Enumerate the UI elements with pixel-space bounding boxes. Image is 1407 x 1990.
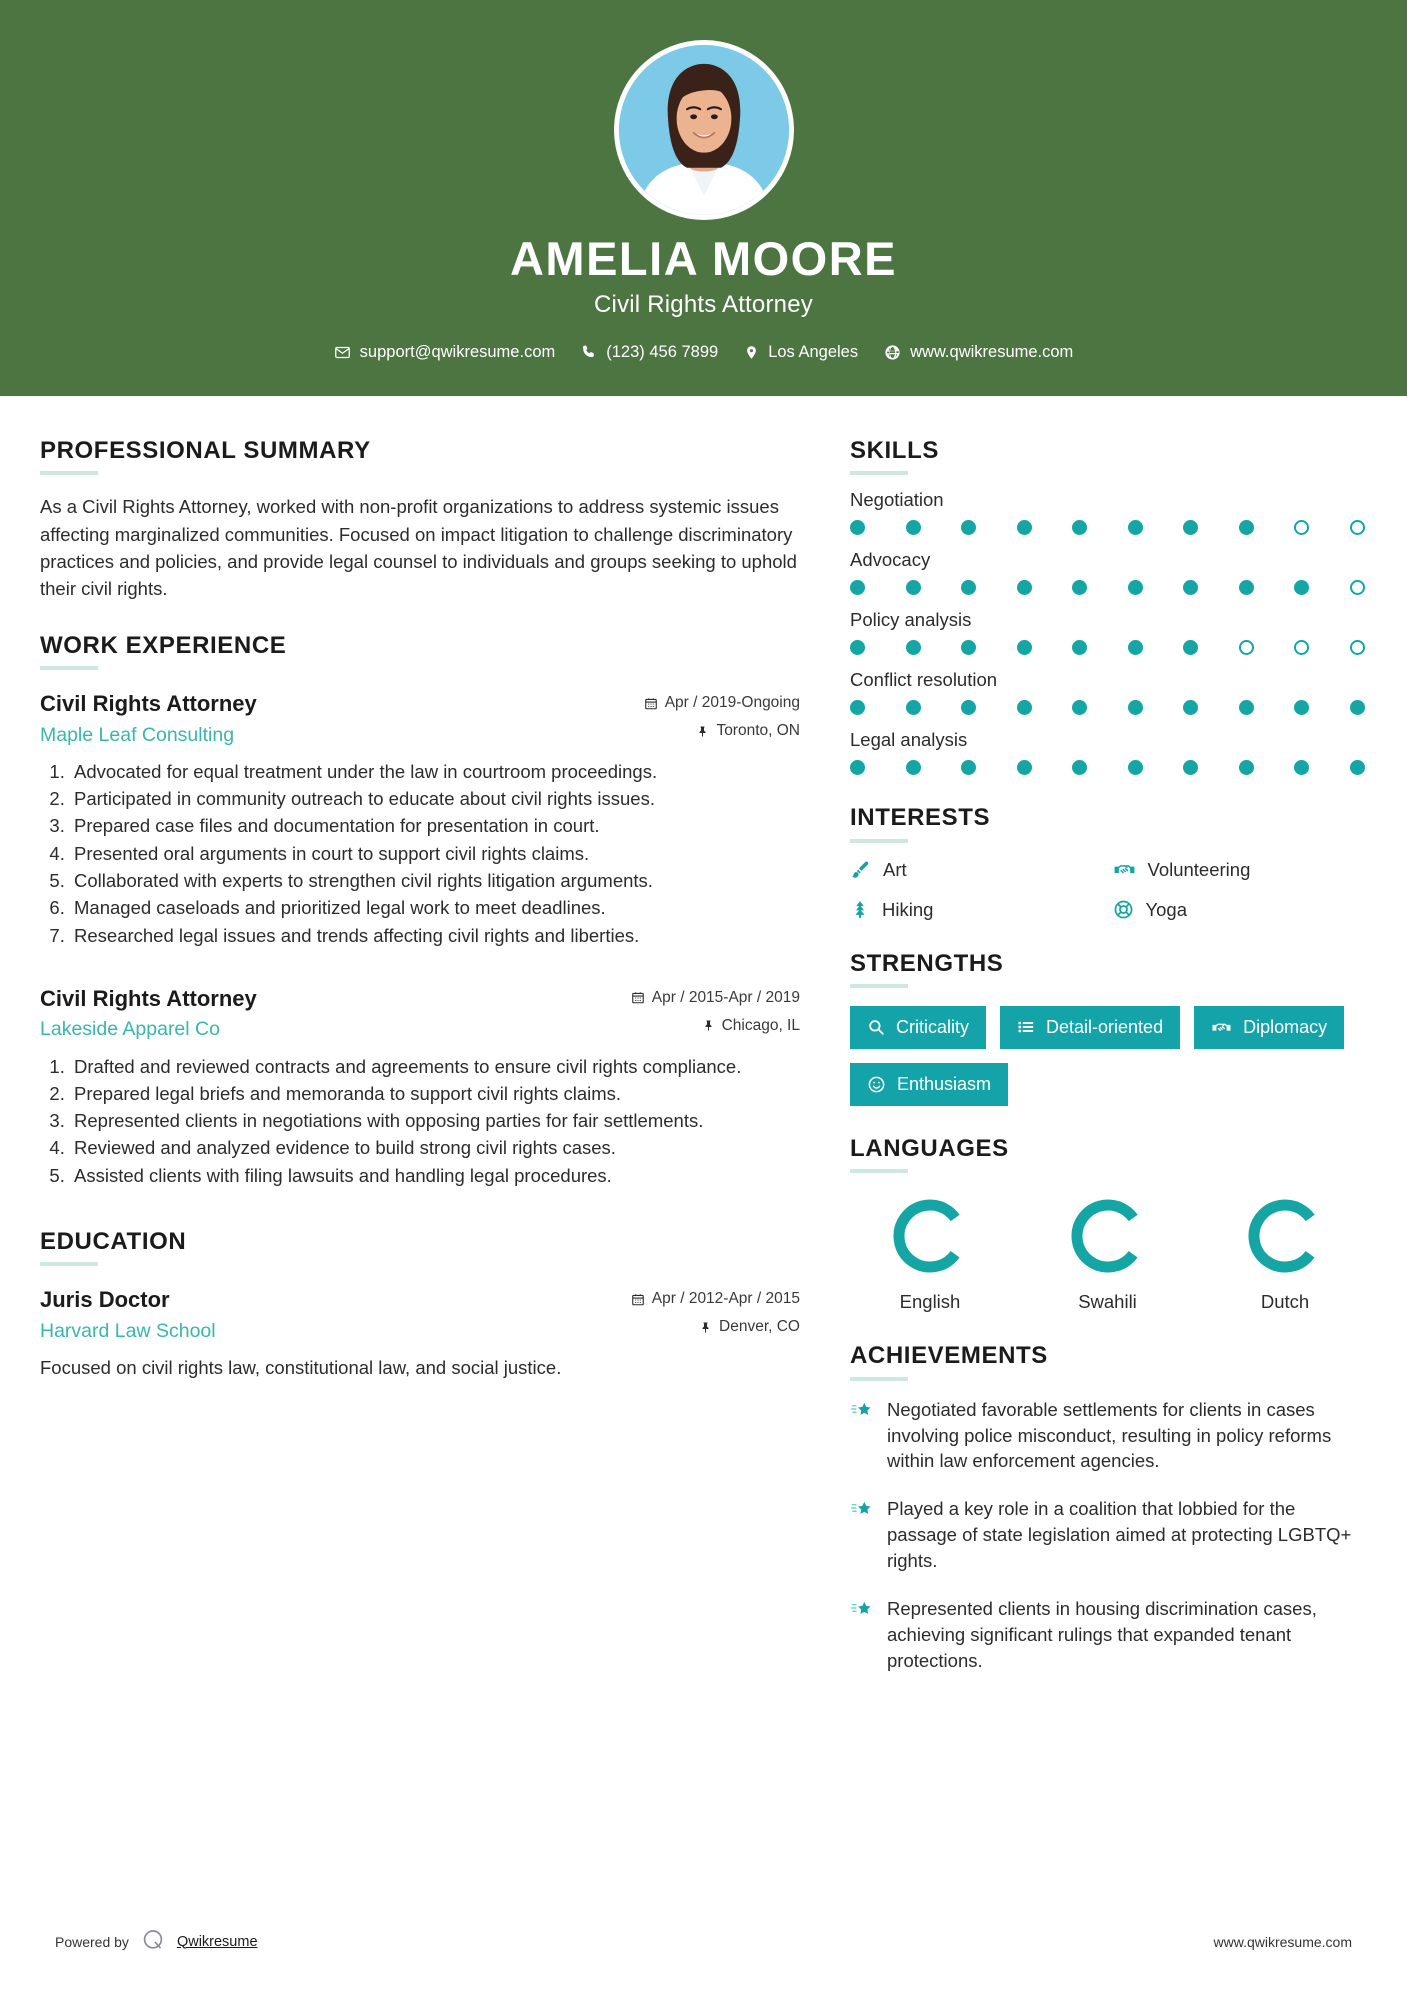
right-column: [850, 438, 1365, 1704]
interest-label: Yoga: [1145, 898, 1188, 920]
skill-dot-filled: [1128, 700, 1143, 715]
heading-rule: [850, 839, 908, 843]
work-bullets: [40, 1054, 800, 1189]
work-entry-header: [40, 985, 800, 1042]
work-entry-identity: [40, 985, 631, 1042]
summary-text: As a Civil Rights Attorney, worked with non-profit organizations to address systemic issues affecting marginalized communities. Focused on impact litigation to challenge discriminatory practices and policies, and provide legal counsel to individuals and groups seeking to uphold their civil rights.: [40, 496, 797, 600]
heading-rule: [850, 1377, 908, 1381]
skill-dot-filled: [1350, 700, 1365, 715]
education-entry-identity: [40, 1286, 631, 1343]
skill-dot-filled: [1072, 760, 1087, 775]
skill-dot-filled: [1183, 520, 1198, 535]
work-entry: [40, 690, 800, 949]
education-entry-meta: [631, 1286, 800, 1336]
strength-badge-detail-oriented: [1000, 1006, 1180, 1049]
language-progress-ring: [1242, 1193, 1328, 1279]
skill-dot-filled: [961, 760, 976, 775]
strength-label: Diplomacy: [1243, 1016, 1328, 1037]
education-heading: [40, 1229, 800, 1266]
footer: [0, 1927, 1407, 1956]
skill-dot-filled: [850, 640, 865, 655]
heading-rule: [850, 471, 908, 475]
skill-dot-filled: [1239, 520, 1254, 535]
work-heading: [40, 633, 800, 670]
qwikresume-logo-icon: [140, 1927, 166, 1956]
pushpin-icon: [703, 1018, 715, 1033]
interest-item-volunteering: [1113, 859, 1366, 881]
work-dates: [644, 694, 800, 712]
education-school: Harvard Law School: [40, 1319, 216, 1342]
summary-heading: [40, 438, 800, 475]
skill-dot-filled: [1017, 760, 1032, 775]
skill-label: Policy analysis: [850, 609, 972, 631]
work-dates: [631, 989, 800, 1007]
handshake-icon: [1113, 859, 1136, 880]
language-item: [850, 1193, 1010, 1313]
section-strengths: [850, 951, 1365, 1106]
skill-dot-filled: [1239, 700, 1254, 715]
contact-location: [744, 343, 858, 362]
calendar-icon: [631, 990, 645, 1005]
skill-dot-filled: [1350, 760, 1365, 775]
pushpin-icon: [697, 724, 709, 739]
skill-dot-filled: [1072, 700, 1087, 715]
achievements-heading-text: ACHIEVEMENTS: [850, 1342, 1048, 1370]
achievement-item: [850, 1596, 1365, 1674]
skill-label: Advocacy: [850, 549, 931, 571]
work-location-text: Toronto, ON: [716, 722, 800, 740]
header-job-title: Civil Rights Attorney: [594, 290, 813, 318]
interest-label: Art: [883, 858, 907, 880]
section-work-experience: [40, 633, 800, 1189]
pin-icon: [744, 344, 759, 361]
interests-heading: [850, 805, 1365, 842]
footer-powered-by: [55, 1927, 258, 1956]
resume-header: [0, 0, 1407, 396]
skill-dot-filled: [906, 700, 921, 715]
skill-dot-filled: [1017, 640, 1032, 655]
skill-dot-filled: [961, 700, 976, 715]
education-description: Focused on civil rights law, constitutional law, and social justice.: [40, 1357, 562, 1379]
heading-rule: [850, 984, 908, 988]
work-entry-identity: [40, 690, 644, 747]
skill-dot-filled: [961, 520, 976, 535]
skill-dot-filled: [1072, 520, 1087, 535]
work-role: Civil Rights Attorney: [40, 691, 257, 717]
skill-dot-filled: [850, 520, 865, 535]
contact-phone[interactable]: [581, 343, 718, 362]
skill-label: Negotiation: [850, 489, 944, 511]
contact-row: [0, 343, 1407, 362]
skill-dot-filled: [1183, 760, 1198, 775]
interest-label: Hiking: [882, 898, 934, 920]
skill-dot-empty: [1239, 640, 1254, 655]
skill-dot-filled: [1183, 580, 1198, 595]
education-entry: [40, 1286, 800, 1382]
work-location: [631, 1017, 800, 1035]
strengths-heading: [850, 951, 1365, 988]
achievement-text: Represented clients in housing discrimination cases, achieving significant rulings that expanded tenant protections.: [887, 1598, 1317, 1671]
language-label: English: [899, 1291, 961, 1313]
languages-row: [850, 1193, 1365, 1313]
strength-badge-diplomacy: [1194, 1006, 1344, 1049]
strength-label: Criticality: [896, 1016, 970, 1037]
footer-url: www.qwikresume.com: [1213, 1933, 1352, 1950]
skill-dot-empty: [1350, 640, 1365, 655]
skill-dot-filled: [906, 520, 921, 535]
pushpin-icon: [700, 1320, 712, 1335]
section-interests: [850, 805, 1365, 920]
achievement-item: [850, 1496, 1365, 1574]
skill-dot-empty: [1350, 520, 1365, 535]
footer-powered-by-text: Powered by: [55, 1933, 129, 1950]
achievement-item: [850, 1397, 1365, 1475]
work-bullet: 7. Researched legal issues and trends affecting civil rights and liberties.: [70, 923, 800, 949]
skill-dot-filled: [1183, 700, 1198, 715]
interest-item-art: [850, 859, 1103, 881]
work-heading-text: WORK EXPERIENCE: [40, 631, 287, 659]
smiley-icon: [867, 1075, 886, 1094]
heading-rule: [40, 471, 98, 475]
skill-label: Legal analysis: [850, 729, 968, 751]
skill-dot-filled: [961, 640, 976, 655]
skill-dot-filled: [1239, 580, 1254, 595]
strength-badge-criticality: [850, 1006, 986, 1049]
work-bullet: 2. Participated in community outreach to educate about civil rights issues.: [70, 786, 800, 812]
work-bullet: 3. Prepared case files and documentation for presentation in court.: [70, 813, 800, 839]
work-bullet: 4. Presented oral arguments in court to support civil rights claims.: [70, 841, 800, 867]
work-dates-text: Apr / 2019-Ongoing: [664, 694, 800, 712]
achievements-list: [850, 1397, 1365, 1674]
languages-heading: [850, 1136, 1365, 1173]
language-item: [1205, 1193, 1365, 1313]
skill-dot-filled: [1072, 580, 1087, 595]
work-bullet: 1. Advocated for equal treatment under the law in courtroom proceedings.: [70, 759, 800, 785]
skill-label: Conflict resolution: [850, 669, 998, 691]
education-dates-text: Apr / 2012-Apr / 2015: [651, 1290, 800, 1308]
contact-email-text: support@qwikresume.com: [359, 342, 556, 361]
section-skills: [850, 438, 1365, 775]
section-achievements: [850, 1343, 1365, 1673]
section-professional-summary: [40, 438, 800, 603]
skill-item: [850, 669, 1365, 715]
work-location-text: Chicago, IL: [721, 1016, 800, 1034]
language-progress-ring: [1065, 1193, 1151, 1279]
shooting-star-icon: [850, 1400, 874, 1427]
skill-dot-filled: [906, 760, 921, 775]
work-bullet: 5. Collaborated with experts to strengthen civil rights litigation arguments.: [70, 868, 800, 894]
language-label: Swahili: [1078, 1291, 1137, 1313]
globe-icon: [884, 344, 901, 361]
avatar: [614, 40, 794, 220]
strength-label: Detail-oriented: [1046, 1016, 1164, 1037]
skill-dot-filled: [1294, 580, 1309, 595]
phone-icon: [581, 344, 597, 360]
achievement-text: Played a key role in a coalition that lobbied for the passage of state legislation aimed at protecting LGBTQ+ rights.: [887, 1498, 1352, 1572]
contact-website[interactable]: [884, 343, 1073, 362]
skill-dot-filled: [850, 760, 865, 775]
skill-dot-filled: [1183, 640, 1198, 655]
skill-dot-filled: [906, 640, 921, 655]
strength-label: Enthusiasm: [897, 1073, 992, 1094]
work-entry-header: [40, 690, 800, 747]
lifebuoy-icon: [1113, 899, 1134, 920]
skill-dot-filled: [906, 580, 921, 595]
skill-dot-filled: [1294, 760, 1309, 775]
skill-dot-filled: [1017, 700, 1032, 715]
skill-dot-empty: [1350, 580, 1365, 595]
skill-dot-filled: [1017, 580, 1032, 595]
work-entry-meta: [644, 690, 800, 740]
skill-item: [850, 729, 1365, 775]
skill-dot-filled: [850, 700, 865, 715]
work-bullet: 5. Assisted clients with filing lawsuits and handling legal procedures.: [70, 1163, 800, 1189]
skill-rating: [850, 700, 1365, 715]
work-entry: [40, 985, 800, 1189]
work-role: Civil Rights Attorney: [40, 985, 257, 1011]
left-column: [40, 438, 800, 1412]
skill-item: [850, 549, 1365, 595]
achievement-text: Negotiated favorable settlements for clients in cases involving police misconduct, resulting in policy reforms within law enforcement agencies.: [887, 1398, 1332, 1472]
languages-heading-text: LANGUAGES: [850, 1134, 1009, 1162]
interests-heading-text: INTERESTS: [850, 804, 991, 832]
avatar-photo: [619, 45, 789, 215]
skill-dot-filled: [850, 580, 865, 595]
work-dates-text: Apr / 2015-Apr / 2019: [651, 988, 800, 1006]
skill-dot-empty: [1294, 520, 1309, 535]
footer-brand-link[interactable]: Qwikresume: [176, 1933, 258, 1950]
contact-phone-text: (123) 456 7899: [606, 342, 719, 361]
page-title: AMELIA MOORE: [509, 232, 898, 285]
skill-item: [850, 609, 1365, 655]
skills-heading: [850, 438, 1365, 475]
shooting-star-icon: [850, 1599, 874, 1626]
calendar-icon: [644, 696, 658, 711]
work-bullet: 3. Represented clients in negotiations with opposing parties for fair settlements.: [70, 1108, 800, 1134]
section-education: [40, 1229, 800, 1382]
education-heading-text: EDUCATION: [40, 1227, 187, 1255]
education-location: [631, 1318, 800, 1336]
skill-rating: [850, 520, 1365, 535]
tree-icon: [850, 899, 870, 920]
language-label: Dutch: [1260, 1291, 1310, 1313]
search-icon: [867, 1018, 885, 1036]
contact-email[interactable]: [334, 343, 556, 362]
work-location: [644, 722, 800, 740]
resume-body: [0, 396, 1407, 1704]
section-languages: [850, 1136, 1365, 1313]
skill-rating: [850, 640, 1365, 655]
education-location-text: Denver, CO: [719, 1318, 800, 1336]
skill-dot-filled: [1128, 580, 1143, 595]
summary-heading-text: PROFESSIONAL SUMMARY: [40, 436, 371, 464]
work-bullets: [40, 759, 800, 949]
work-organization: Maple Leaf Consulting: [40, 723, 235, 746]
strengths-heading-text: STRENGTHS: [850, 949, 1004, 977]
strengths-list: [850, 1006, 1365, 1106]
heading-rule: [850, 1169, 908, 1173]
skill-dot-filled: [1294, 700, 1309, 715]
calendar-icon: [631, 1292, 645, 1307]
heading-rule: [40, 1262, 98, 1266]
language-progress-ring: [887, 1193, 973, 1279]
skill-rating: [850, 760, 1365, 775]
skill-dot-filled: [1128, 760, 1143, 775]
skill-dot-filled: [1128, 520, 1143, 535]
interests-grid: [850, 859, 1365, 921]
work-entry-meta: [631, 985, 800, 1035]
interest-label: Volunteering: [1147, 858, 1251, 880]
strength-badge-enthusiasm: [850, 1063, 1008, 1106]
achievements-heading: [850, 1343, 1365, 1380]
list-icon: [1017, 1018, 1035, 1036]
shooting-star-icon: [850, 1499, 874, 1526]
skill-item: [850, 489, 1365, 535]
interest-item-yoga: [1113, 899, 1366, 921]
work-bullet: 6. Managed caseloads and prioritized legal work to meet deadlines.: [70, 895, 800, 921]
paintbrush-icon: [850, 859, 871, 880]
work-bullet: 4. Reviewed and analyzed evidence to build strong civil rights cases.: [70, 1135, 800, 1161]
work-organization: Lakeside Apparel Co: [40, 1018, 220, 1041]
education-dates: [631, 1290, 800, 1308]
skill-rating: [850, 580, 1365, 595]
education-degree: Juris Doctor: [40, 1287, 170, 1313]
heading-rule: [40, 666, 98, 670]
skill-dot-filled: [1072, 640, 1087, 655]
skill-dot-filled: [1128, 640, 1143, 655]
interest-item-hiking: [850, 899, 1103, 921]
skill-dot-filled: [961, 580, 976, 595]
education-entry-header: [40, 1286, 800, 1343]
work-bullet: 2. Prepared legal briefs and memoranda to support civil rights claims.: [70, 1081, 800, 1107]
handshake-icon: [1211, 1018, 1232, 1037]
mail-icon: [334, 344, 351, 361]
work-bullet: 1. Drafted and reviewed contracts and agreements to ensure civil rights compliance.: [70, 1054, 800, 1080]
skills-heading-text: SKILLS: [850, 436, 939, 464]
contact-location-text: Los Angeles: [768, 342, 859, 361]
skill-dot-filled: [1239, 760, 1254, 775]
contact-website-text: www.qwikresume.com: [910, 342, 1074, 361]
skill-dot-filled: [1017, 520, 1032, 535]
language-item: [1028, 1193, 1188, 1313]
skill-dot-empty: [1294, 640, 1309, 655]
